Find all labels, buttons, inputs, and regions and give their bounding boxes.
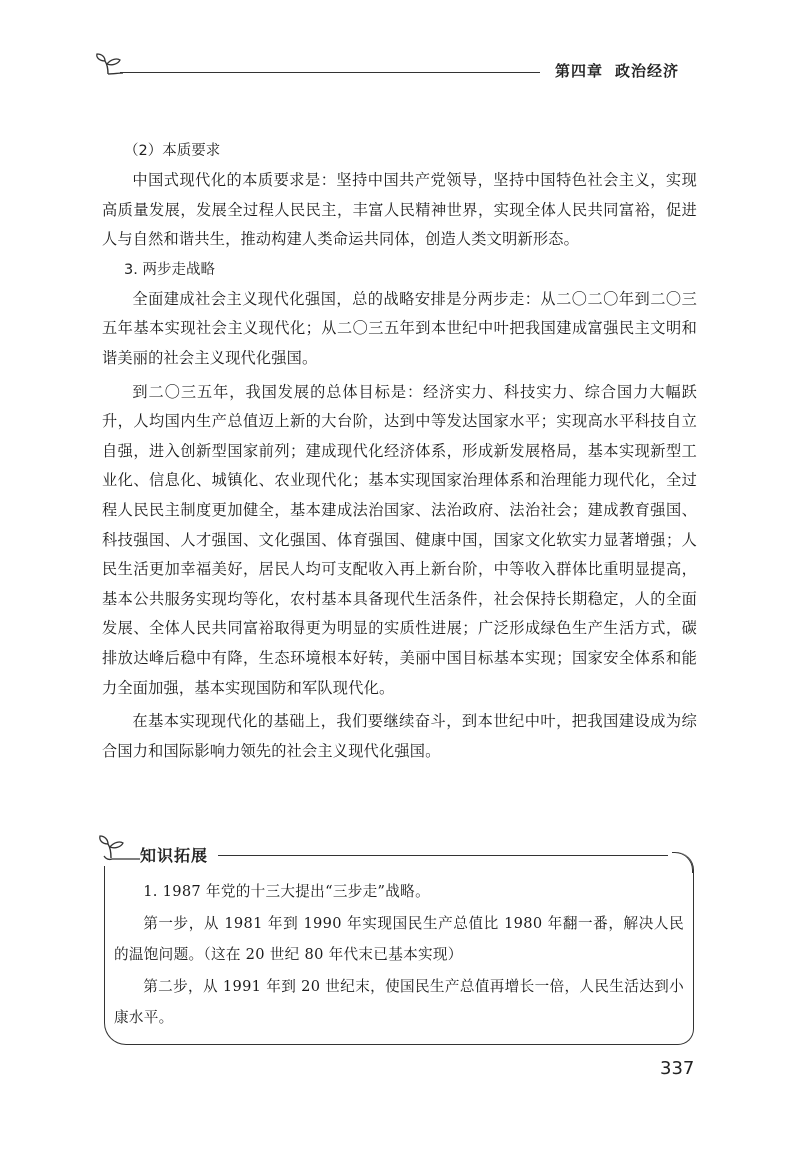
knowledge-box-content bbox=[114, 876, 684, 1034]
chapter-title: 政治经济 bbox=[615, 62, 680, 80]
knowledge-box-rule bbox=[218, 855, 668, 856]
knowledge-box-header bbox=[96, 840, 696, 870]
knowledge-item-2: 第一步，从 1981 年到 1990 年实现国民生产总值比 1980 年翻一番，解决人民的温饱问题。（这在 20 世纪 80 年代末已基本实现） bbox=[114, 914, 684, 963]
knowledge-item-3: 第二步，从 1991 年到 20 世纪末，使国民生产总值再增长一倍，人民生活达到小康水平。 bbox=[114, 977, 684, 1026]
chapter-header bbox=[555, 60, 679, 81]
chapter-number: 第四章 bbox=[555, 62, 604, 80]
section-2-paragraph: 中国式现代化的本质要求是：坚持中国共产党领导，坚持中国特色社会主义，实现高质量发展，发展全过程人民民主，丰富人民精神世界，实现全体人民共同富裕，促进人与自然和谐共生，推动构建人类命运共同体，创造人类文明新形态。 bbox=[102, 171, 697, 249]
knowledge-item-1: 1. 1987 年党的十三大提出“三步走”战略。 bbox=[143, 883, 430, 900]
section-3-paragraph-2: 到二〇三五年，我国发展的总体目标是：经济实力、科技实力、综合国力大幅跃升，人均国内生产总值迈上新的大台阶，达到中等发达国家水平；实现高水平科技自立自强，进入创新型国家前列；建成现代化经济体系，形成新发展格局，基本实现新型工业化、信息化、城镇化、农业现代化；基本实现国家治理体系和治理能力现代化，全过程人民民主制度更加健全，基本建成法治国家、法治政府、法治社会；建成教育强国、科技强国、人才强国、文化强国、体育强国、健康中国，国家文化软实力显著增强；人民生活更加幸福美好，居民人均可支配收入再上新台阶，中等收入群体比重明显提高，基本公共服务实现均等化，农村基本具备现代生活条件，社会保持长期稳定，人的全面发展、全体人民共同富裕取得更为明显的实质性进展；广泛形成绿色生产生活方式，碳排放达峰后稳中有降，生态环境根本好转，美丽中国目标基本实现；国家安全体系和能力全面加强，基本实现国防和军队现代化。 bbox=[102, 382, 697, 697]
section-2-heading: （2）本质要求 bbox=[124, 143, 221, 159]
main-content bbox=[102, 136, 697, 766]
section-3-paragraph-3: 在基本实现现代化的基础上，我们要继续奋斗，到本世纪中叶，把我国建设成为综合国力和国际影响力领先的社会主义现代化强国。 bbox=[102, 712, 697, 760]
section-3-paragraph-1: 全面建成社会主义现代化强国，总的战略安排是分两步走：从二〇二〇年到二〇三五年基本实现社会主义现代化；从二〇三五年到本世纪中叶把我国建成富强民主文明和谐美丽的社会主义现代化强国。 bbox=[102, 289, 697, 367]
page-number: 337 bbox=[660, 1058, 695, 1079]
knowledge-box-title: 知识拓展 bbox=[140, 846, 209, 865]
header-rule bbox=[120, 72, 540, 73]
sprout-icon bbox=[93, 52, 123, 78]
section-3-heading: 3. 两步走战略 bbox=[124, 261, 215, 278]
sprout-icon bbox=[96, 832, 140, 866]
